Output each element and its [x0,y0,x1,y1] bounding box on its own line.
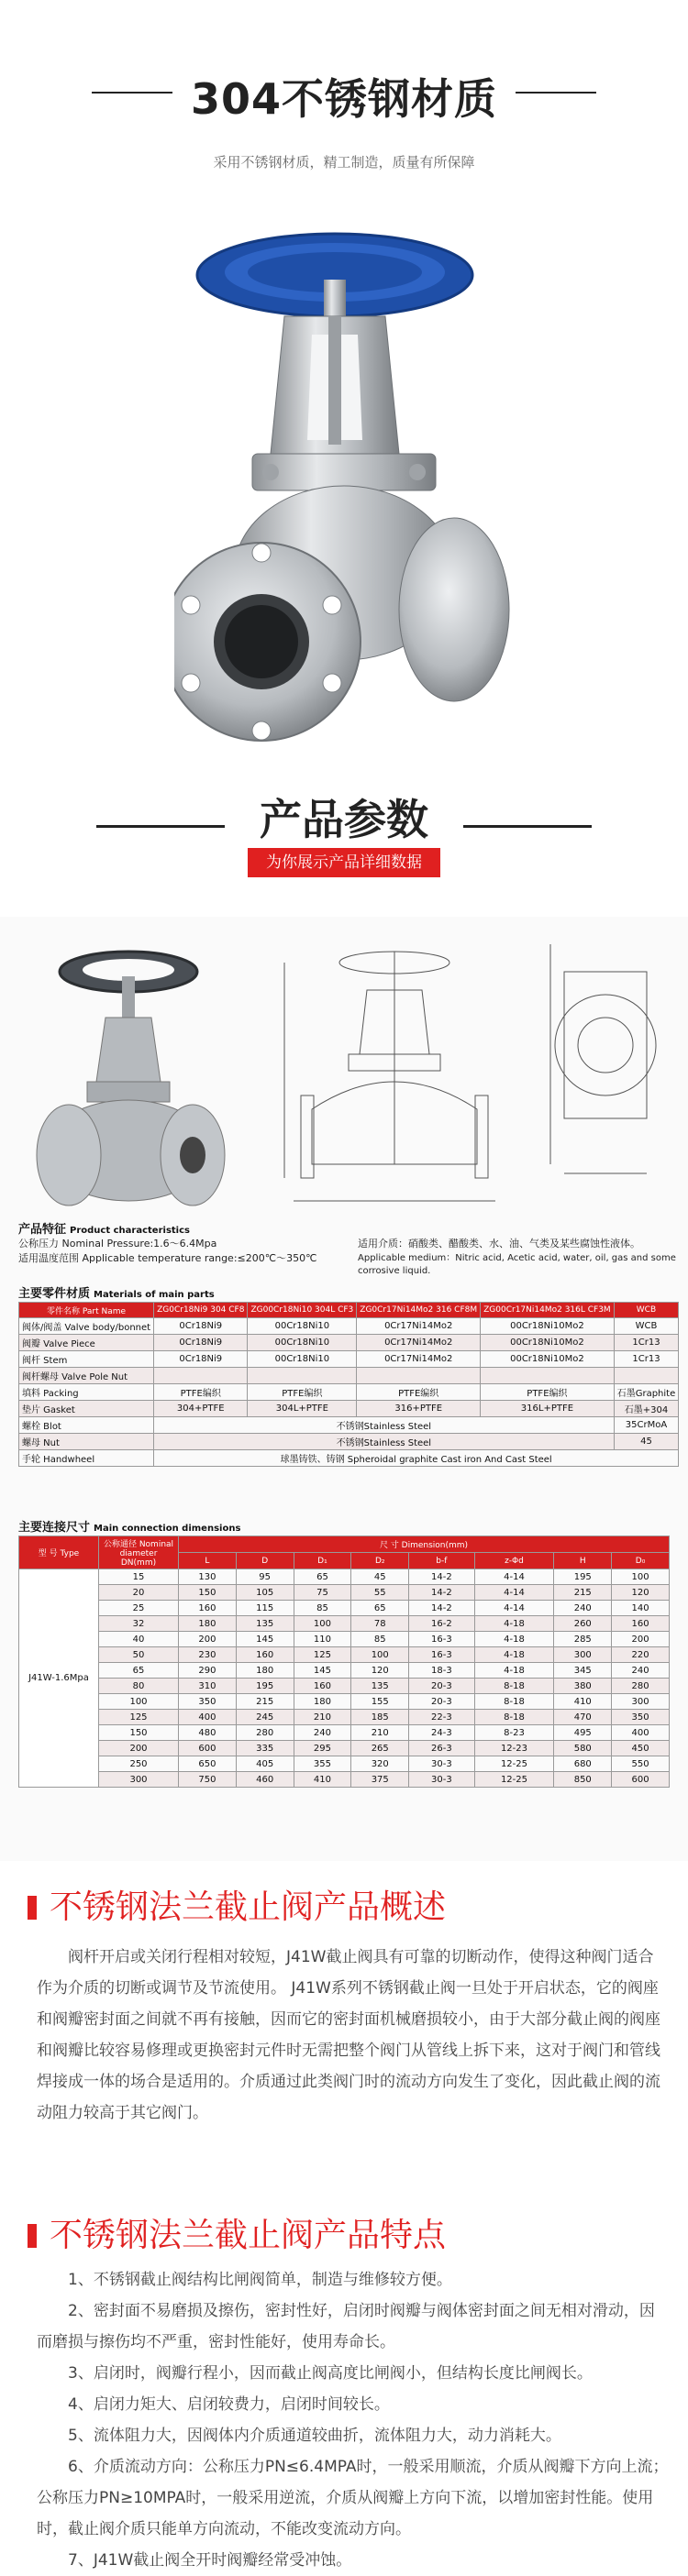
feature-item: 6、介质流动方向：公称压力PN≤6.4MPA时，一般采用顺流，介质从阀瓣下方向上流；公称压力PN≥10MPA时，一般采用逆流，介质从阀瓣上方向下流，以增加密封性能。使用时，截止阀介质只能单方向流动，不能改变流动方向。 [37,2458,669,2538]
dim-cell: 135 [351,1679,409,1694]
mat-row: 垫片 Gasket 304+PTFE 304L+PTFE 316+PTFE 316L+PTFE 石墨+304 [19,1401,679,1417]
dim-cell: 15 [99,1569,179,1585]
dim-col-header: D₂ [351,1553,409,1569]
mat-row-handwheel: 手轮 Handwheel 球墨铸铁、铸钢 Spheroidal graphite Cast iron And Cast Steel [19,1450,679,1467]
dim-cell: 410 [294,1772,351,1788]
dim-type-header: 型 号 Type [19,1536,99,1569]
dim-cell: 200 [179,1632,237,1647]
dim-cell: 130 [179,1569,237,1585]
dim-cell: 12-23 [474,1741,554,1756]
dim-row [19,1679,670,1694]
dimensions-table [18,1536,670,1788]
dim-col-header: D₀ [612,1553,670,1569]
dim-cell: 410 [554,1694,612,1710]
page-subtitle: 采用不锈钢材质，精工制造，质量有所保障 [213,154,475,171]
dim-col-header: z-Φd [474,1553,554,1569]
dim-cell: 30-3 [409,1756,474,1772]
dim-cell: 600 [179,1741,237,1756]
dim-cell: 265 [351,1741,409,1756]
dim-cell: 680 [554,1756,612,1772]
dim-cell: 100 [294,1616,351,1632]
dim-cell: 285 [554,1632,612,1647]
dim-cell: 25 [99,1601,179,1616]
params-banner: 为你展示产品详细数据 [248,848,440,877]
dim-row [19,1616,670,1632]
dim-row [19,1601,670,1616]
dim-cell: 65 [294,1569,351,1585]
dim-cell: 160 [179,1601,237,1616]
dim-cell: 20 [99,1585,179,1601]
dim-cell: 355 [294,1756,351,1772]
dim-cell: 30-3 [409,1772,474,1788]
dim-col-header: H [554,1553,612,1569]
characteristics-heading: 产品特征 Product characteristics [18,1223,190,1237]
title-right-line [516,92,596,94]
dim-cell: 75 [294,1585,351,1601]
dim-cell: 95 [236,1569,294,1585]
dimensions-heading: 主要连接尺寸 Main connection dimensions [18,1521,241,1535]
dim-cell: 210 [294,1710,351,1725]
dim-cell: 16-2 [409,1616,474,1632]
dim-col-header: b-f [409,1553,474,1569]
dim-row [19,1647,670,1663]
dim-cell: 65 [351,1601,409,1616]
dim-cell: 460 [236,1772,294,1788]
dim-cell: 495 [554,1725,612,1741]
dim-cell: 200 [99,1741,179,1756]
dim-cell: 230 [179,1647,237,1663]
dim-cell: 150 [99,1725,179,1741]
heading-bar [28,1896,37,1920]
dim-cell: 195 [554,1569,612,1585]
dim-cell: 245 [236,1710,294,1725]
overview-heading: 不锈钢法兰截止阀产品概述 [28,1881,446,1928]
dim-cell: 4-18 [474,1632,554,1647]
dim-cell: 280 [612,1679,670,1694]
dim-cell: 180 [179,1616,237,1632]
dim-cell: 4-18 [474,1663,554,1679]
dim-row [19,1772,670,1788]
dim-cell: 480 [179,1725,237,1741]
dim-row [19,1663,670,1679]
dim-cell: 350 [612,1710,670,1725]
technical-drawing [275,935,670,1210]
dim-cell: 8-18 [474,1694,554,1710]
dim-cell: 12-25 [474,1772,554,1788]
mat-row-nut: 螺母 Nut 不锈钢Stainless Steel 45 [19,1434,679,1450]
dim-cell: 650 [179,1756,237,1772]
dim-cell: 250 [99,1756,179,1772]
dim-cell: 20-3 [409,1694,474,1710]
dim-cell: 120 [612,1585,670,1601]
dim-cell: 195 [236,1679,294,1694]
dim-row [19,1741,670,1756]
dim-row [19,1694,670,1710]
dim-cell: 750 [179,1772,237,1788]
dim-cell: 180 [236,1663,294,1679]
dim-cell: 380 [554,1679,612,1694]
dim-cell: 40 [99,1632,179,1647]
dim-col-header: D₁ [294,1553,351,1569]
params-right-dash [463,825,592,828]
mat-header: ZG0Cr18Ni9 304 CF8 [154,1303,248,1318]
valve-product-image [174,225,514,765]
dim-cell: 155 [351,1694,409,1710]
dim-cell: 220 [612,1647,670,1663]
dim-cell: 160 [236,1647,294,1663]
char-medium-en: Applicable medium：Nitric acid, Acetic acid, water, oil, gas and some corrosive liquid. [358,1253,676,1276]
dim-cell: 14-2 [409,1585,474,1601]
dim-col-header: L [179,1553,237,1569]
mat-row: 阀杆 Stem 0Cr18Ni9 00Cr18Ni10 0Cr17Ni14Mo2 00Cr18Ni10Mo2 1Cr13 [19,1351,679,1368]
dim-cell: 145 [294,1663,351,1679]
dim-cell: 300 [554,1647,612,1663]
dim-cell: 16-3 [409,1632,474,1647]
dim-cell: 14-2 [409,1569,474,1585]
dim-cell: 85 [351,1632,409,1647]
dim-cell: 135 [236,1616,294,1632]
features-list [37,2264,670,2576]
dim-cell: 80 [99,1679,179,1694]
dim-cell: 4-18 [474,1616,554,1632]
materials-heading: 主要零件材质 Materials of main parts [18,1287,215,1301]
dim-cell: 100 [612,1569,670,1585]
dim-cell: 26-3 [409,1741,474,1756]
dim-cell: 180 [294,1694,351,1710]
dim-cell: 45 [351,1569,409,1585]
mat-header: ZG00Cr18Ni10 304L CF3 [248,1303,357,1318]
dim-cell: 115 [236,1601,294,1616]
dim-cell: 400 [612,1725,670,1741]
dim-cell: 260 [554,1616,612,1632]
dim-cell: 160 [612,1616,670,1632]
materials-table [18,1302,679,1467]
heading-bar [28,2224,37,2248]
dim-cell: 580 [554,1741,612,1756]
dim-cell: 215 [236,1694,294,1710]
dim-dn-header: 公称通径 Nominal diameter DN(mm) [99,1536,179,1569]
params-title: 产品参数 [260,795,428,844]
dim-cell: 100 [351,1647,409,1663]
feature-item: 7、J41W截止阀全开时阀瓣经常受冲蚀。 [68,2551,352,2570]
mat-row: 阀体/阀盖 Valve body/bonnet 0Cr18Ni9 00Cr18Ni10 0Cr17Ni14Mo2 00Cr18Ni10Mo2 WCB [19,1318,679,1335]
features-heading: 不锈钢法兰截止阀产品特点 [28,2209,446,2256]
dim-cell: 200 [612,1632,670,1647]
dim-cell: 14-2 [409,1601,474,1616]
dim-cell: 8-18 [474,1710,554,1725]
dim-cell: 145 [236,1632,294,1647]
dim-cell: 20-3 [409,1679,474,1694]
dim-cell: 85 [294,1601,351,1616]
dim-cell: 240 [612,1663,670,1679]
dim-cell: 4-14 [474,1601,554,1616]
feature-item: 2、密封面不易磨损及擦伤，密封性好，启闭时阀瓣与阀体密封面之间无相对滑动，因而磨损与擦伤均不严重，密封性能好，使用寿命长。 [37,2302,655,2351]
dim-cell: 280 [236,1725,294,1741]
dim-cell: 185 [351,1710,409,1725]
dim-cell: 335 [236,1741,294,1756]
mat-row-bolt: 螺栓 Blot 不锈钢Stainless Steel 35CrMoA [19,1417,679,1434]
dim-model-cell: J41W-1.6Mpa [19,1569,99,1788]
dim-cell: 375 [351,1772,409,1788]
dim-cell: 110 [294,1632,351,1647]
char-temperature: 适用温度范围 Applicable temperature range:≤200℃～350℃ [18,1252,317,1264]
dim-row [19,1725,670,1741]
dim-cell: 290 [179,1663,237,1679]
dim-cell: 300 [99,1772,179,1788]
dim-cell: 50 [99,1647,179,1663]
dim-header: 尺 寸 Dimension(mm) [179,1536,670,1553]
dim-cell: 240 [554,1601,612,1616]
dim-cell: 400 [179,1710,237,1725]
dim-cell: 125 [294,1647,351,1663]
dim-cell: 240 [294,1725,351,1741]
dim-cell: 300 [612,1694,670,1710]
dim-cell: 32 [99,1616,179,1632]
dim-cell: 350 [179,1694,237,1710]
dim-row [19,1710,670,1725]
mat-header: ZG0Cr17Ni14Mo2 316 CF8M [357,1303,481,1318]
mat-header: 零件名称 Part Name [19,1303,154,1318]
dim-cell: 18-3 [409,1663,474,1679]
feature-item: 3、启闭时，阀瓣行程小，因而截止阀高度比闸阀小，但结构长度比闸阀长。 [68,2364,593,2383]
dim-cell: 8-23 [474,1725,554,1741]
dim-cell: 310 [179,1679,237,1694]
feature-item: 5、流体阻力大，因阀体内介质通道较曲折，流体阻力大，动力消耗大。 [68,2427,561,2445]
dim-cell: 120 [351,1663,409,1679]
mat-header: WCB [614,1303,679,1318]
spec-sheet [0,917,688,1861]
dim-row [19,1756,670,1772]
dim-cell: 65 [99,1663,179,1679]
dim-cell: 4-14 [474,1569,554,1585]
dim-cell: 4-14 [474,1585,554,1601]
dim-cell: 16-3 [409,1647,474,1663]
dim-cell: 600 [612,1772,670,1788]
dim-cell: 22-3 [409,1710,474,1725]
dim-cell: 125 [99,1710,179,1725]
dim-cell: 320 [351,1756,409,1772]
dim-row [19,1632,670,1647]
dim-col-header: D [236,1553,294,1569]
valve-small-photo [18,935,257,1210]
dim-row [19,1585,670,1601]
mat-row: 阀杆螺母 Valve Pole Nut [19,1368,679,1384]
dim-cell: 405 [236,1756,294,1772]
dim-cell: 210 [351,1725,409,1741]
dim-cell: 160 [294,1679,351,1694]
dim-cell: 850 [554,1772,612,1788]
dim-cell: 150 [179,1585,237,1601]
page-title: 304不锈钢材质 [190,74,498,124]
dim-cell: 470 [554,1710,612,1725]
dim-cell: 140 [612,1601,670,1616]
dim-cell: 215 [554,1585,612,1601]
mat-row: 阀瓣 Valve Piece 0Cr18Ni9 00Cr18Ni10 0Cr17Ni14Mo2 00Cr18Ni10Mo2 1Cr13 [19,1335,679,1351]
dim-cell: 24-3 [409,1725,474,1741]
char-medium-cn: 适用介质：硝酸类、醋酸类、水、油、气类及某些腐蚀性液体。 [358,1238,640,1249]
dim-cell: 78 [351,1616,409,1632]
dim-cell: 345 [554,1663,612,1679]
feature-item: 4、启闭力矩大、启闭较费力，启闭时间较长。 [68,2395,390,2414]
dim-cell: 12-25 [474,1756,554,1772]
dim-cell: 8-18 [474,1679,554,1694]
char-pressure: 公称压力 Nominal Pressure:1.6～6.4Mpa [18,1238,217,1249]
dim-cell: 550 [612,1756,670,1772]
dim-cell: 450 [612,1741,670,1756]
feature-item: 1、不锈钢截止阀结构比闸阀简单，制造与维修较方便。 [68,2271,452,2289]
dim-cell: 295 [294,1741,351,1756]
dim-row [19,1569,670,1585]
mat-header: ZG00Cr17Ni14Mo2 316L CF3M [481,1303,615,1318]
dim-cell: 55 [351,1585,409,1601]
dim-cell: 105 [236,1585,294,1601]
mat-row: 填料 Packing PTFE编织 PTFE编织 PTFE编织 PTFE编织 石墨Graphite [19,1384,679,1401]
overview-text: 阀杆开启或关闭行程相对较短，J41W截止阀具有可靠的切断动作，使得这种阀门适合作为介质的切断或调节及节流使用。 J41W系列不锈钢截止阀一旦处于开启状态，它的阀座和阀瓣密封面之间就不再有接触，因而它的密封面机械磨损较小，由于大部分截止阀的阀座和阀瓣比较容易修理或更换密封元件时无需把整个阀门从管线上拆下来，这对于阀门和管线焊接成一体的场合是适用的。介质通过此类阀门时的流动方向发生了变化，因此截止阀的流动阻力较高于其它阀门。 [37,1948,660,2122]
dim-cell: 100 [99,1694,179,1710]
dim-cell: 4-18 [474,1647,554,1663]
